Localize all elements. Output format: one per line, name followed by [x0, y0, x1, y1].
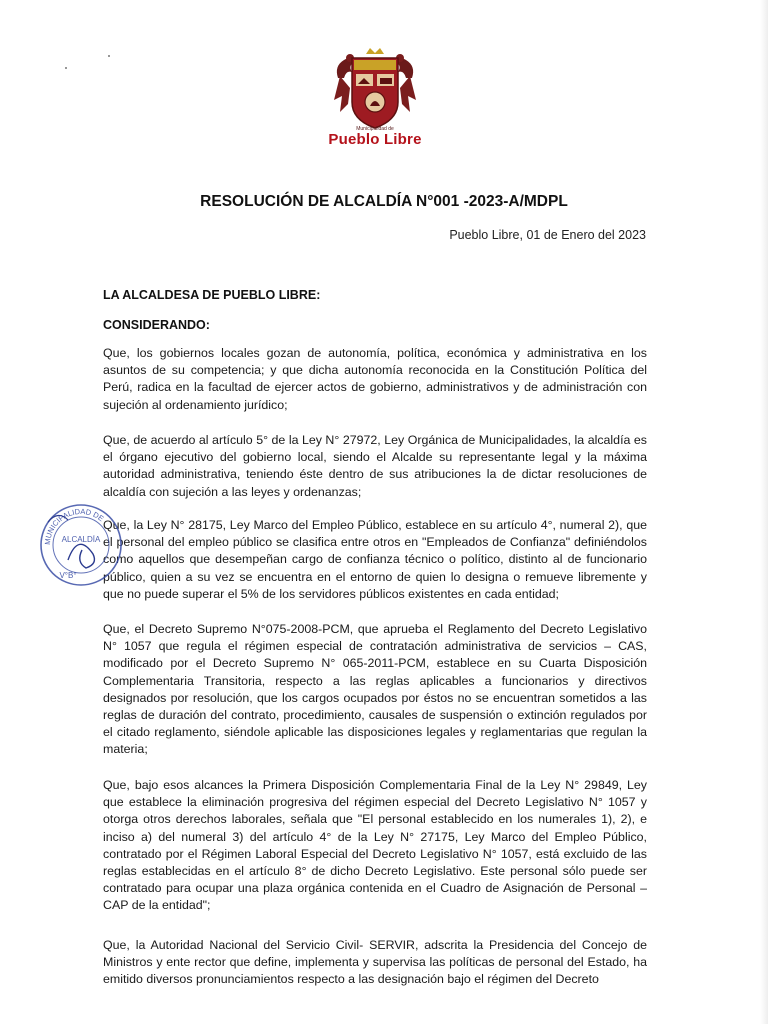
- resolution-title: RESOLUCIÓN DE ALCALDÍA N°001 -2023-A/MDPL: [200, 193, 568, 210]
- considerando-paragraph-5: Que, bajo esos alcances la Primera Disposición Complementaria Final de la Ley N° 29849, Ley que establece la eliminación progresiva del régimen especial del Decreto Legislativo N° 1057 y otorga otros derechos laborales, señala que "El personal establecido en los numerales 1), 2), e inciso a) del numeral 3) del artículo 4° de la Ley N° 27175, Ley Marco del Empleo Público, contratado por el Régimen Laboral Especial del Decreto Legislativo N° 1057, está excluido de las reglas establecidas en el artículo 8° de dicho Decreto Legislativo. Este personal sólo puede ser contratado para ocupar una plaza orgánica contenida en el Cuadro de Asignación de Personal – CAP de la entidad";: [103, 778, 647, 913]
- signature-scribble: [68, 544, 94, 568]
- date-line: Pueblo Libre, 01 de Enero del 2023: [449, 228, 646, 242]
- stamp-top-text: MUNICIPALIDAD DE: [42, 506, 106, 546]
- logo-name: Pueblo Libre: [328, 131, 422, 148]
- stamp-bottom-text: V°B°: [59, 571, 77, 580]
- official-seal-stamp: [38, 502, 124, 588]
- scan-speck: [108, 55, 110, 57]
- considerando-paragraph-2: Que, de acuerdo al artículo 5° de la Ley N° 27972, Ley Orgánica de Municipalidades, la alcaldía es el órgano ejecutivo del gobierno local, siendo el Alcalde su representante legal y la máxima autoridad administrativa, teniendo éste dentro de sus atribuciones la de dictar resoluciones de alcaldía con sujeción a las leyes y ordenanzas;: [103, 433, 647, 499]
- section-heading: CONSIDERANDO:: [103, 318, 210, 332]
- considerando-paragraph-3: Que, la Ley N° 28175, Ley Marco del Empleo Público, establece en su artículo 4°, numeral 2), que el personal del empleo público se clasifica entre otros en "Empleados de Confianza" definiéndolos como aquellos que desempeñan cargo de confianza técnico o político, distinto al de funcionario público, quien a su vez se encuentra en el entorno de quien lo designa o remueve libremente y que no puede superar el 5% de los servidores públicos existentes en cada entidad;: [103, 518, 647, 601]
- stamp-middle-text: ALCALDÍA: [61, 535, 101, 544]
- scan-speck: [65, 67, 67, 69]
- considerando-paragraph-6: Que, la Autoridad Nacional del Servicio Civil- SERVIR, adscrita la Presidencia del Concejo de Ministros y ente rector que define, implementa y supervisa las políticas de personal del Estado, ha emitido diversos pronunciamientos respecto a las designación bajo el régimen del Decreto: [103, 938, 647, 987]
- addressee-heading: LA ALCALDESA DE PUEBLO LIBRE:: [103, 288, 321, 302]
- considerando-paragraph-4: Que, el Decreto Supremo N°075-2008-PCM, que aprueba el Reglamento del Decreto Legislativo N° 1057 que regula el régimen especial de contratación administrativa de servicios – CAS, modificado por el Decreto Supremo N° 065-2011-PCM, establece en su Cuarta Disposición Complementaria Transitoria, respecto a las reglas aplicables a funcionarios y directivos designados por resolución, que los cargos ocupados por éstos no se encuentran sometidos a las reglas de duración del contrato, procedimiento, causales de suspensión o extinción regulados por el citado reglamento, siéndole aplicable las disposiciones legales y reglamentarias que regulan la materia;: [103, 622, 647, 757]
- logo-subtitle: Municipalidad de: [356, 126, 394, 132]
- considerando-paragraph-1: Que, los gobiernos locales gozan de autonomía, política, económica y administrativa en los asuntos de su competencia; y que dicha autonomía reconocida en la Constitución Política del Perú, radica en la facultad de ejercer actos de gobierno, administrativos y de administración con sujeción al ordenamiento jurídico;: [103, 346, 647, 412]
- page-edge-shadow: [760, 0, 768, 1024]
